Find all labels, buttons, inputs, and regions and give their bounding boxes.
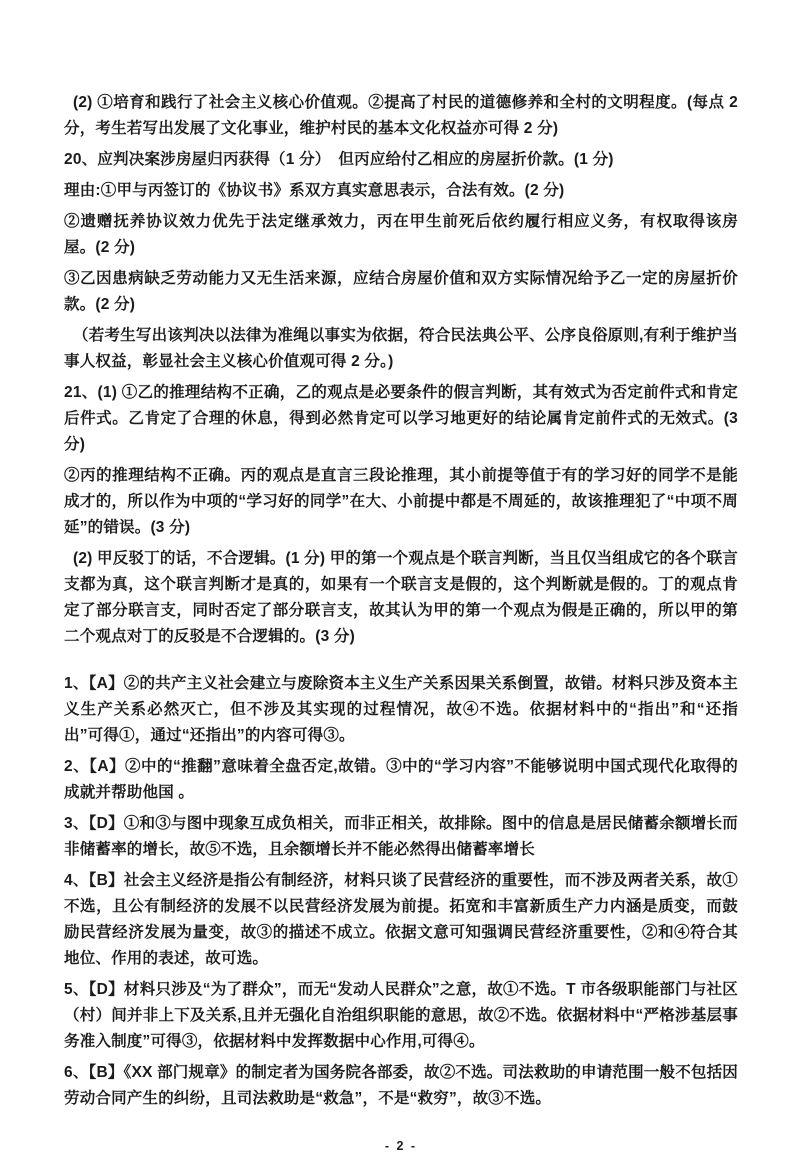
answer-paragraph-q20-reason-1: 理由:①甲与丙签订的《协议书》系双方真实意思表示，合法有效。(2 分): [64, 182, 565, 199]
explanation-paragraph-5: 5、【D】材料只涉及“为了群众”，而无“发动人民群众”之意，故①不选。T 市各级职能部门与社区（村）间并非上下及关系,且并无强化自治组织职能的意思，故②不选。依据材料中“严格涉基层事务准入制度”可得③，依据材料中发挥数据中心作用,可得④。: [64, 981, 738, 1050]
answer-paragraph-q21-1: 21、(1) ①乙的推理结构不正确，乙的观点是必要条件的假言判断，其有效式为否定前件式和肯定后件式。乙肯定了合理的休息，得到必然肯定可以学习地更好的结论属肯定前件式的无效式。(3 分): [64, 384, 738, 453]
answer-paragraph-q21-1b: ②丙的推理结构不正确。丙的观点是直言三段论推理，其小前提等值于有的学习好的同学不是能成才的，所以作为中项的“学习好的同学”在大、小前提中都是不周延的，故该推理犯了“中项不周延”的错误。(3 分): [64, 467, 738, 536]
answer-paragraph-q20-note: （若考生写出该判决以法律为准绳以事实为依据，符合民法典公平、公序良俗原则,有利于维护当事人权益，彰显社会主义核心价值观可得 2 分。): [64, 327, 738, 370]
page-number: - 2 -: [384, 1139, 418, 1153]
answer-paragraph-q20-reason-2: ②遗赠抚养协议效力优先于法定继承效力，丙在甲生前死后依约履行相应义务，有权取得该房屋。(2 分): [64, 213, 738, 256]
explanation-paragraph-4: 4、【B】社会主义经济是指公有制经济，材料只谈了民营经济的重要性，而不涉及两者关系，故①不选，且公有制经济的发展不以民营经济发展为前提。拓宽和丰富新质生产力内涵是质变，而鼓励民营经济发展为量变，故③的描述不成立。依据文意可知强调民营经济重要性，②和④符合其地位、作用的表述，故可选。: [64, 872, 738, 967]
answer-paragraph-q20-reason-3: ③乙因患病缺乏劳动能力又无生活来源，应结合房屋价值和双方实际情况给予乙一定的房屋折价款。(2 分): [64, 270, 738, 313]
explanation-paragraph-2: 2、【A】②中的“推翻”意味着全盘否定,故错。③中的“学习内容”不能够说明中国式现代化取得的成就并帮助他国 。: [64, 758, 738, 801]
answer-paragraph-q19-2: (2) ①培育和践行了社会主义核心价值观。②提高了村民的道德修养和全村的文明程度。(每点 2 分，考生若写出发展了文化事业，维护村民的基本文化权益亦可得 2 分): [64, 94, 738, 137]
answer-paragraph-q21-2: (2) 甲反驳丁的话，不合逻辑。(1 分) 甲的第一个观点是个联言判断，当且仅当组成它的各个联言支都为真，这个联言判断才是真的，如果有一个联言支是假的，这个判断就是假的。丁的观点肯定了部分联言支，同时否定了部分联言支，故其认为甲的第一个观点为假是正确的，所以甲的第二个观点对丁的反驳是不合逻辑的。(3 分): [64, 550, 738, 645]
explanation-paragraph-1: 1、【A】②的共产主义社会建立与废除资本主义生产关系因果关系倒置，故错。材料只涉及资本主义生产关系必然灭亡，但不涉及其实现的过程情况，故④不选。依据材料中的“指出”和“还指出”可得①，通过“还指出”的内容可得③。: [64, 675, 738, 744]
answer-paragraph-q20-verdict: 20、应判决案涉房屋归丙获得（1 分） 但丙应给付乙相应的房屋折价款。(1 分): [64, 151, 614, 168]
explanation-paragraph-3: 3、【D】①和③与图中现象互成负相关，而非正相关，故排除。图中的信息是居民储蓄余额增长而非储蓄率的增长，故⑤不选，且余额增长并不能必然得出储蓄率增长: [64, 815, 738, 858]
explanation-paragraph-6: 6、【B】《XX 部门规章》的制定者为国务院各部委，故②不选。司法救助的申请范围一般不包括因劳动合同产生的纠纷，且司法救助是“救急”，不是“救穷”，故③不选。: [64, 1064, 739, 1107]
